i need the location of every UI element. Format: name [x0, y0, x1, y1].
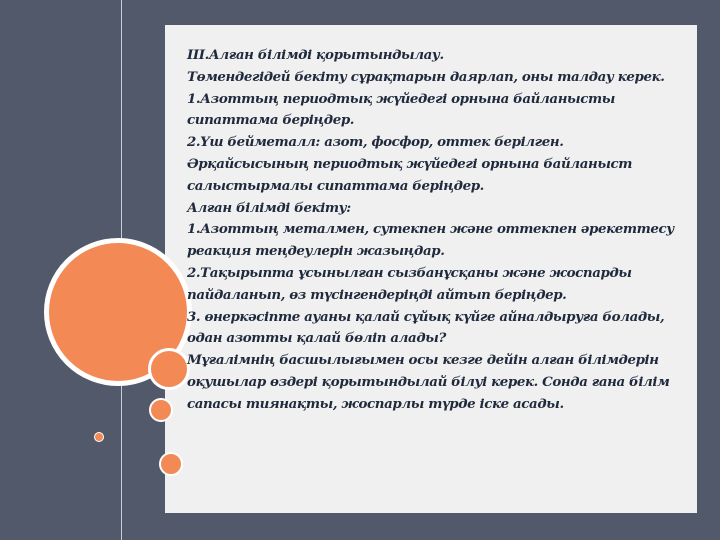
- small-orange-circle-decoration: [149, 398, 173, 422]
- text-line: 2.Тақырыпта ұсынылған сызбанұсқаны және жоспарды: [187, 264, 632, 281]
- text-line: салыстырмалы сипаттама беріңдер.: [187, 177, 484, 194]
- text-line: одан азотты қалай бөліп алады?: [187, 330, 446, 347]
- text-line: оқушылар өздері қорытындылай білуі керек. Сонда ғана білім: [187, 373, 670, 390]
- text-line: сипаттама беріңдер.: [187, 112, 355, 129]
- text-line: 2.Үш бейметалл: азот, фосфор, оттек берілген.: [187, 134, 564, 151]
- text-line: реакция теңдеулерін жазыңдар.: [187, 243, 445, 260]
- text-line: Әрқайсысының периодтық жүйедегі орнына байланыст: [187, 155, 633, 172]
- text-line: Мұғалімнің басшылығымен осы кезге дейін алған білімдерін: [187, 352, 659, 369]
- text-line: 1.Азоттың металмен, сутекпен және оттекпен әрекеттесу: [187, 221, 674, 238]
- medium-orange-circle-decoration: [148, 348, 190, 390]
- text-line: Төмендегідей бекіту сұрақтарын даярлап, оны талдау керек.: [187, 68, 665, 85]
- text-line: пайдаланып, өз түсінгендеріңді айтып беріңдер.: [187, 286, 567, 303]
- slide-text-body: [187, 45, 687, 416]
- text-line: сапасы тиянақты, жоспарлы түрде іске асады.: [187, 395, 564, 412]
- small-orange-circle-decoration-lower: [159, 452, 183, 476]
- section-heading: III.Алған білімді қорытындылау.: [187, 47, 444, 63]
- text-line: 3. өнеркәсіпте ауаны қалай сұйық күйге айналдыруға болады,: [187, 308, 665, 325]
- tiny-orange-circle-decoration: [94, 432, 104, 442]
- text-line: 1.Азоттың периодтық жүйедегі орнына байланысты: [187, 90, 616, 107]
- subsection-heading: Алған білімді бекіту:: [187, 199, 351, 216]
